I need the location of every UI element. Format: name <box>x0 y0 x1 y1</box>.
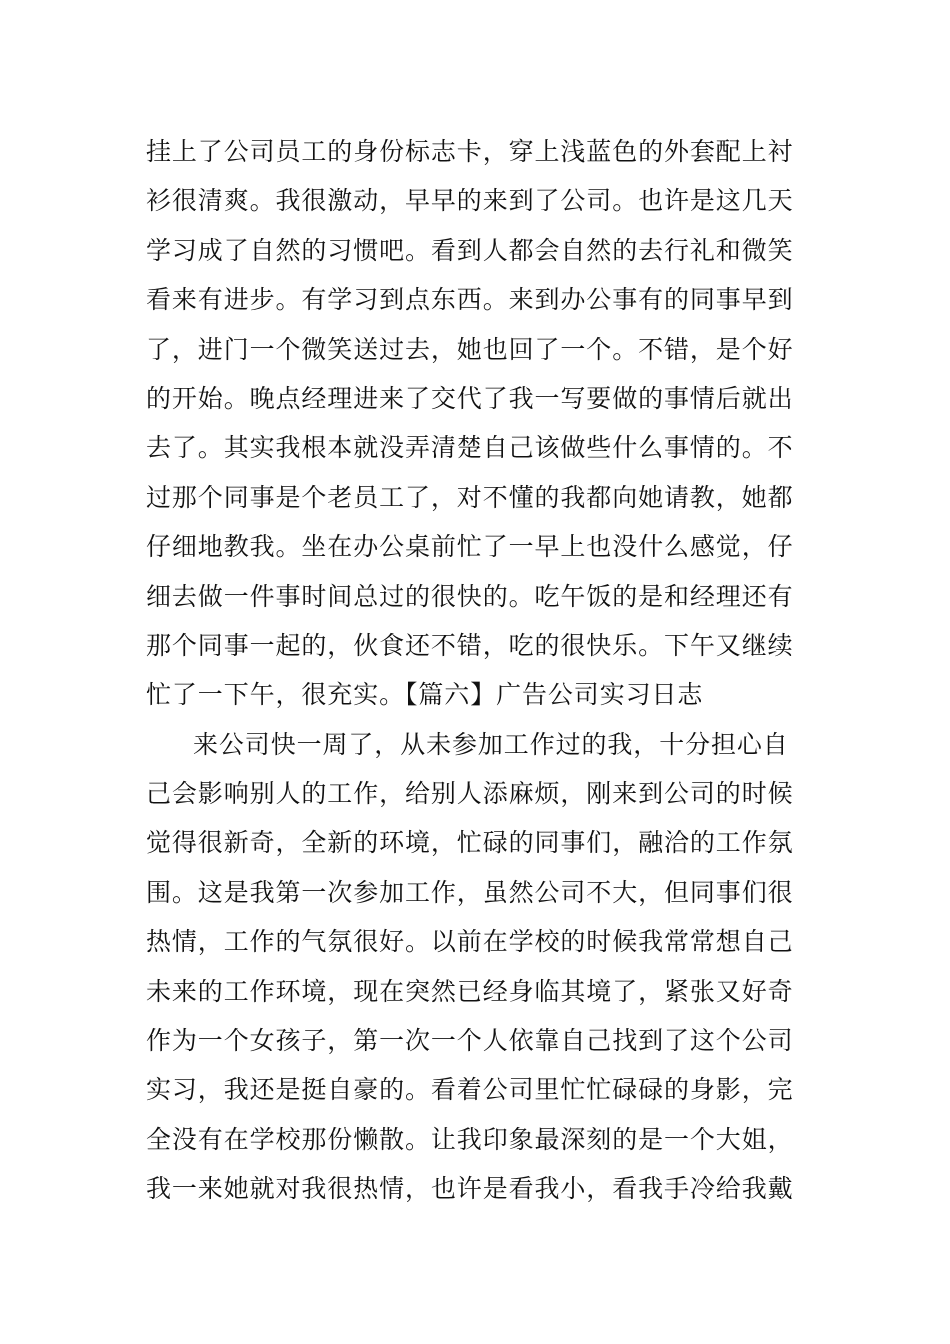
text-line: 来公司快一周了，从未参加工作过的我，十分担心自 <box>193 729 789 759</box>
text-line: 全没有在学校那份懒散。让我印象最深刻的是一个大姐， <box>146 1124 794 1154</box>
text-line: 细去做一件事时间总过的很快的。吃午饭的是和经理还有 <box>146 581 794 611</box>
text-line: 围。这是我第一次参加工作，虽然公司不大，但同事们很 <box>146 877 794 907</box>
text-line: 我一来她就对我很热情，也许是看我小，看我手冷给我戴 <box>146 1174 794 1204</box>
text-line: 觉得很新奇，全新的环境，忙碌的同事们，融洽的工作氛 <box>146 828 794 858</box>
text-line: 作为一个女孩子，第一次一个人依靠自己找到了这个公司 <box>146 1026 794 1056</box>
text-line: 己会影响别人的工作，给别人添麻烦，刚来到公司的时候 <box>146 779 794 809</box>
paragraph-2 <box>146 720 816 1214</box>
document-body <box>146 127 816 1214</box>
text-line: 看来有进步。有学习到点东西。来到办公事有的同事早到 <box>146 285 794 315</box>
text-line: 过那个同事是个老员工了，对不懂的我都向她请教，她都 <box>146 482 794 512</box>
text-line: 热情，工作的气氛很好。以前在学校的时候我常常想自己 <box>146 927 794 957</box>
text-line: 那个同事一起的，伙食还不错，吃的很快乐。下午又继续 <box>146 630 794 660</box>
text-line: 的开始。晚点经理进来了交代了我一写要做的事情后就出 <box>146 383 794 413</box>
text-line: 挂上了公司员工的身份标志卡，穿上浅蓝色的外套配上衬 <box>146 137 794 166</box>
text-line: 衫很清爽。我很激动，早早的来到了公司。也许是这几天 <box>146 186 794 216</box>
text-line: 仔细地教我。坐在办公桌前忙了一早上也没什么感觉，仔 <box>146 532 794 562</box>
text-line: 学习成了自然的习惯吧。看到人都会自然的去行礼和微笑 <box>146 235 794 265</box>
text-line: 未来的工作环境，现在突然已经身临其境了，紧张又好奇 <box>146 976 794 1006</box>
text-line: 去了。其实我根本就没弄清楚自己该做些什么事情的。不 <box>146 433 794 463</box>
text-line: 了，进门一个微笑送过去，她也回了一个。不错，是个好 <box>146 334 794 364</box>
text-line: 实习，我还是挺自豪的。看着公司里忙忙碌碌的身影，完 <box>146 1075 794 1105</box>
text-line: 忙了一下午，很充实。【篇六】广告公司实习日志 <box>146 680 704 710</box>
paragraph-1 <box>146 127 816 720</box>
